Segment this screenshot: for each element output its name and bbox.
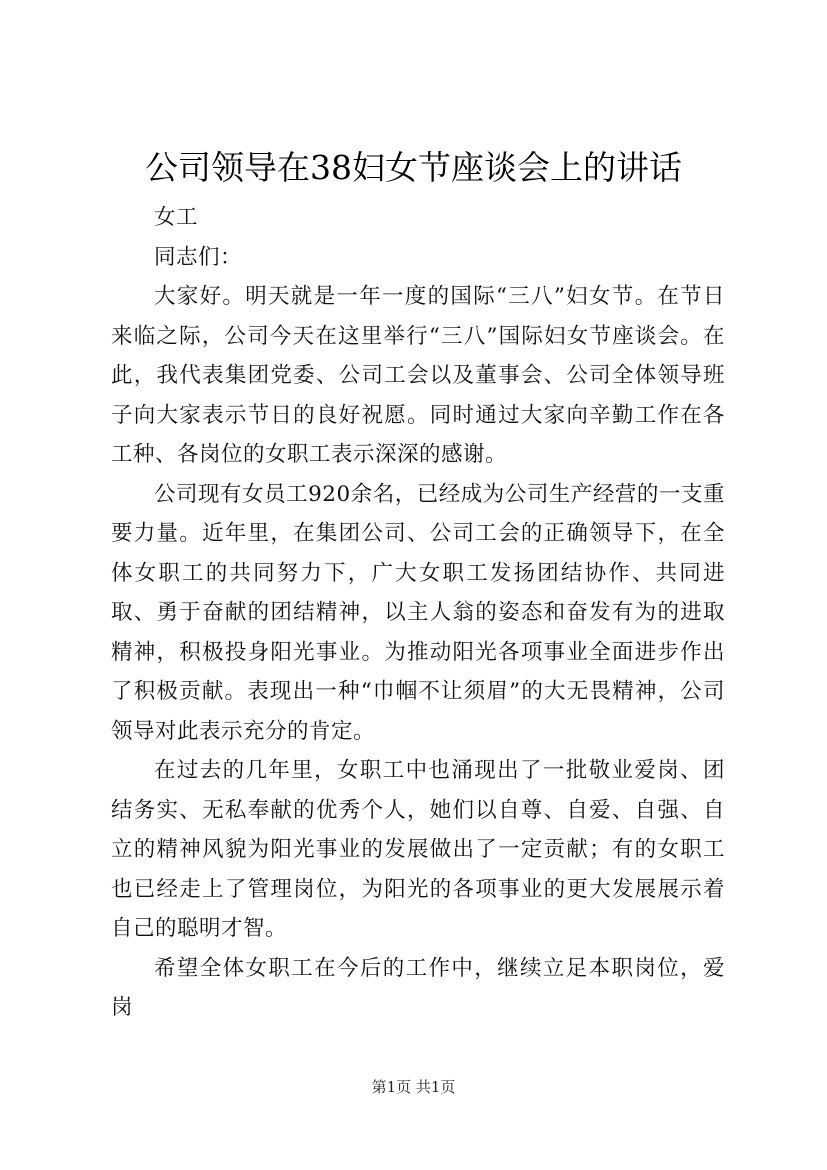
document-body xyxy=(111,198,725,1028)
paragraph-achievements: 公司现有女员工920余名，已经成为公司生产经营的一支重要力量。近年里，在集团公司、公司工会的正确领导下，在全体女职工的共同努力下，广大女职工发扬团结协作、共同进取、勇于奋献的团结精神，以主人翁的姿态和奋发有为的进取精神，积极投身阳光事业。为推动阳光各项事业全面进步作出了积极贡献。表现出一种“巾帼不让须眉”的大无畏精神，公司领导对此表示充分的肯定。 xyxy=(111,481,725,744)
paragraph-salutation: 同志们： xyxy=(154,244,243,270)
document-title: 公司领导在38妇女节座谈会上的讲话 xyxy=(145,148,682,187)
paragraph-greeting: 大家好。明天就是一年一度的国际“三八”妇女节。在节日来临之际，公司今天在这里举行“三八”国际妇女节座谈会。在此，我代表集团党委、公司工会以及董事会、公司全体领导班子向大家表示节日的良好祝愿。同时通过大家向辛勤工作在各工种、各岗位的女职工表示深深的感谢。 xyxy=(111,284,725,467)
paragraph-recipient: 女工 xyxy=(154,205,199,230)
paragraph-outstanding-individuals: 在过去的几年里，女职工中也涌现出了一批敬业爱岗、团结务实、无私奉献的优秀个人，她们以自尊、自爱、自强、自立的精神风貌为阳光事业的发展做出了一定贡献；有的女职工也已经走上了管理岗位，为阳光的各项事业的更大发展展示着自己的聪明才智。 xyxy=(111,758,725,941)
page-footer: 第1页 共1页 xyxy=(371,1078,456,1096)
paragraph-hopes: 希望全体女职工在今后的工作中，继续立足本职岗位，爱岗 xyxy=(111,955,725,1020)
